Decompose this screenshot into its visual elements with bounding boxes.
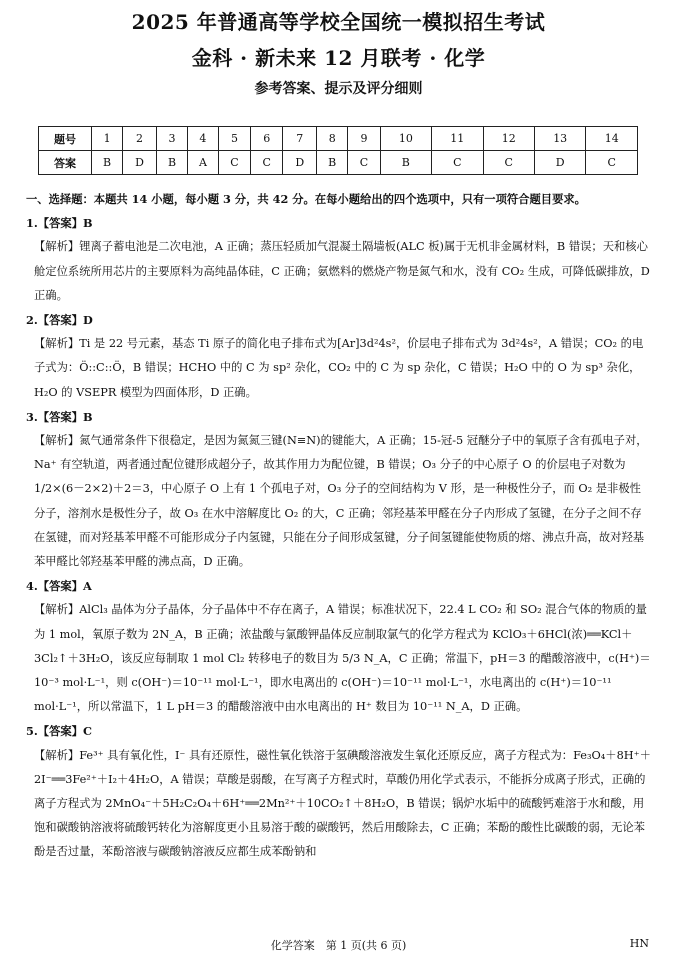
analysis-paragraph: 【解析】Fe³⁺ 具有氧化性，I⁻ 具有还原性，磁性氧化铁溶于氢碘酸溶液发生氧化还原反应，离子方程式为：Fe₃O₄＋8H⁺＋2I⁻══3Fe²⁺＋I₂＋4H₂O，A 错误；草酸是弱酸，在写离子方程式时，草酸仍用化学式表示，不能拆分成离子形式，正确的离子方程式为 2MnO₄⁻＋5H₂C₂O₄＋6H⁺══2Mn²⁺＋10CO₂↑＋8H₂O，B 错误；锅炉水垢中的硫酸钙难溶于水和酸，用饱和碳酸钠溶液将硫酸钙转化为溶解度更小且易溶于酸的碳酸钙，然后用酸除去，C 正确；苯酚的酸性比碳酸的弱，无论苯酚是否过量，苯酚溶液与碳酸钠溶液反应都生成苯酚钠和	[34, 748, 651, 859]
question-number-cell: 5	[218, 127, 250, 151]
answer-line: 2.【答案】D	[26, 313, 93, 328]
answer-cell: C	[251, 151, 283, 175]
row-label-answer: 答案	[39, 151, 92, 175]
answer-cell: B	[92, 151, 123, 175]
answer-row	[39, 151, 638, 175]
solutions-body	[26, 187, 652, 865]
answer-cell: B	[380, 151, 431, 175]
question-number-row	[39, 127, 638, 151]
row-label-number: 题号	[39, 127, 92, 151]
question-number-cell: 6	[251, 127, 283, 151]
answer-cell: B	[156, 151, 187, 175]
answer-table	[38, 126, 638, 175]
answer-cell: B	[317, 151, 348, 175]
question-number-cell: 1	[92, 127, 123, 151]
answer-cell: D	[123, 151, 157, 175]
answer-cell: C	[348, 151, 380, 175]
answer-cell: D	[534, 151, 585, 175]
analysis-paragraph: 【解析】Ti 是 22 号元素，基态 Ti 原子的简化电子排布式为[Ar]3d²4s²，价层电子排布式为 3d²4s²，A 错误；CO₂ 的电子式为：Ö::C::Ö，B 错误；HCHO 中的 C 为 sp² 杂化，CO₂ 中的 C 为 sp 杂化，C 错误；H₂O 中的 O 为 sp³ 杂化，H₂O 的 VSEPR 模型为四面体形，D 正确。	[34, 337, 644, 399]
analysis-paragraph: 【解析】AlCl₃ 晶体为分子晶体，分子晶体中不存在离子，A 错误；标准状况下，22.4 L CO₂ 和 SO₂ 混合气体的物质的量为 1 mol，氧原子数为 2N_A，B 正确；浓盐酸与氯酸钾晶体反应制取氯气的化学方程式为 KClO₃＋6HCl(浓)══KCl＋3Cl₂↑＋3H₂O，该反应每制取 1 mol Cl₂ 转移电子的数目为 5/3 N_A，C 正确；常温下，pH＝3 的醋酸溶液中，c(H⁺)＝10⁻³ mol·L⁻¹，则 c(OH⁻)＝10⁻¹¹ mol·L⁻¹，即水电离出的 c(OH⁻)＝10⁻¹¹ mol·L⁻¹，水电离出的 c(H⁺)＝10⁻¹¹ mol·L⁻¹，所以常温下，1 L pH＝3 的醋酸溶液中由水电离出的 H⁺ 数目为 10⁻¹¹ N_A，D 正确。	[34, 603, 651, 714]
exam-title: 2025 年普通高等学校全国统一模拟招生考试	[131, 10, 546, 34]
question-number-cell: 8	[317, 127, 348, 151]
region-code: HN	[629, 937, 649, 950]
analysis-paragraph: 【解析】锂离子蓄电池是二次电池，A 正确；蒸压轻质加气混凝土隔墙板(ALC 板)属于无机非金属材料，B 错误；天和核心舱定位系统所用芯片的主要原料为高纯晶体硅，C 正确；氨燃料的燃烧产物是氮气和水，没有 CO₂ 生成，可降低碳排放，D 正确。	[34, 240, 650, 302]
question-number-cell: 7	[283, 127, 317, 151]
answer-line: 1.【答案】B	[26, 216, 93, 231]
answer-cell: C	[586, 151, 638, 175]
question-number-cell: 12	[483, 127, 534, 151]
question-number-cell: 9	[348, 127, 380, 151]
answer-cell: D	[283, 151, 317, 175]
question-number-cell: 14	[586, 127, 638, 151]
analysis-paragraph: 【解析】氮气通常条件下很稳定，是因为氮氮三键(N≡N)的键能大，A 正确；15-冠-5 冠醚分子中的氧原子含有孤电子对，Na⁺ 有空轨道，两者通过配位键形成超分子，故其作用力为配位键，B 错误；O₃ 分子的中心原子 O 的价层电子对数为 1/2×(6－2×2)＋2＝3，中心原子 O 上有 1 个孤电子对，O₃ 分子的空间结构为 V 形，是一种极性分子，而 O₂ 是非极性分子，溶剂水是极性分子，故 O₃ 在水中溶解度比 O₂ 的大，C 正确；邻羟基苯甲醛在分子内形成了氢键，在分子之间不存在氢键，而对羟基苯甲醛不可能形成分子内氢键，只能在分子间形成氢键，分子间氢键能使物质的熔、沸点升高，故对羟基苯甲醛比邻羟基苯甲醛的沸点高，D 正确。	[34, 434, 648, 569]
question-number-cell: 11	[432, 127, 483, 151]
exam-subtitle: 金科 · 新未来 12 月联考 · 化学	[191, 46, 486, 70]
answer-cell: A	[188, 151, 219, 175]
answer-cell: C	[218, 151, 250, 175]
page-footer: 化学答案 第 1 页(共 6 页)	[270, 939, 407, 952]
answer-cell: C	[432, 151, 483, 175]
document-heading: 参考答案、提示及评分细则	[254, 81, 423, 97]
answer-line: 4.【答案】A	[26, 579, 92, 594]
question-number-cell: 2	[123, 127, 157, 151]
answer-line: 3.【答案】B	[26, 409, 93, 424]
answer-line: 5.【答案】C	[26, 724, 92, 739]
question-number-cell: 3	[156, 127, 187, 151]
answer-cell: C	[483, 151, 534, 175]
question-number-cell: 13	[534, 127, 585, 151]
question-number-cell: 4	[188, 127, 219, 151]
question-number-cell: 10	[380, 127, 431, 151]
section-heading: 一、选择题：本题共 14 小题，每小题 3 分，共 42 分。在每小题给出的四个选项中，只有一项符合题目要求。	[26, 192, 586, 206]
